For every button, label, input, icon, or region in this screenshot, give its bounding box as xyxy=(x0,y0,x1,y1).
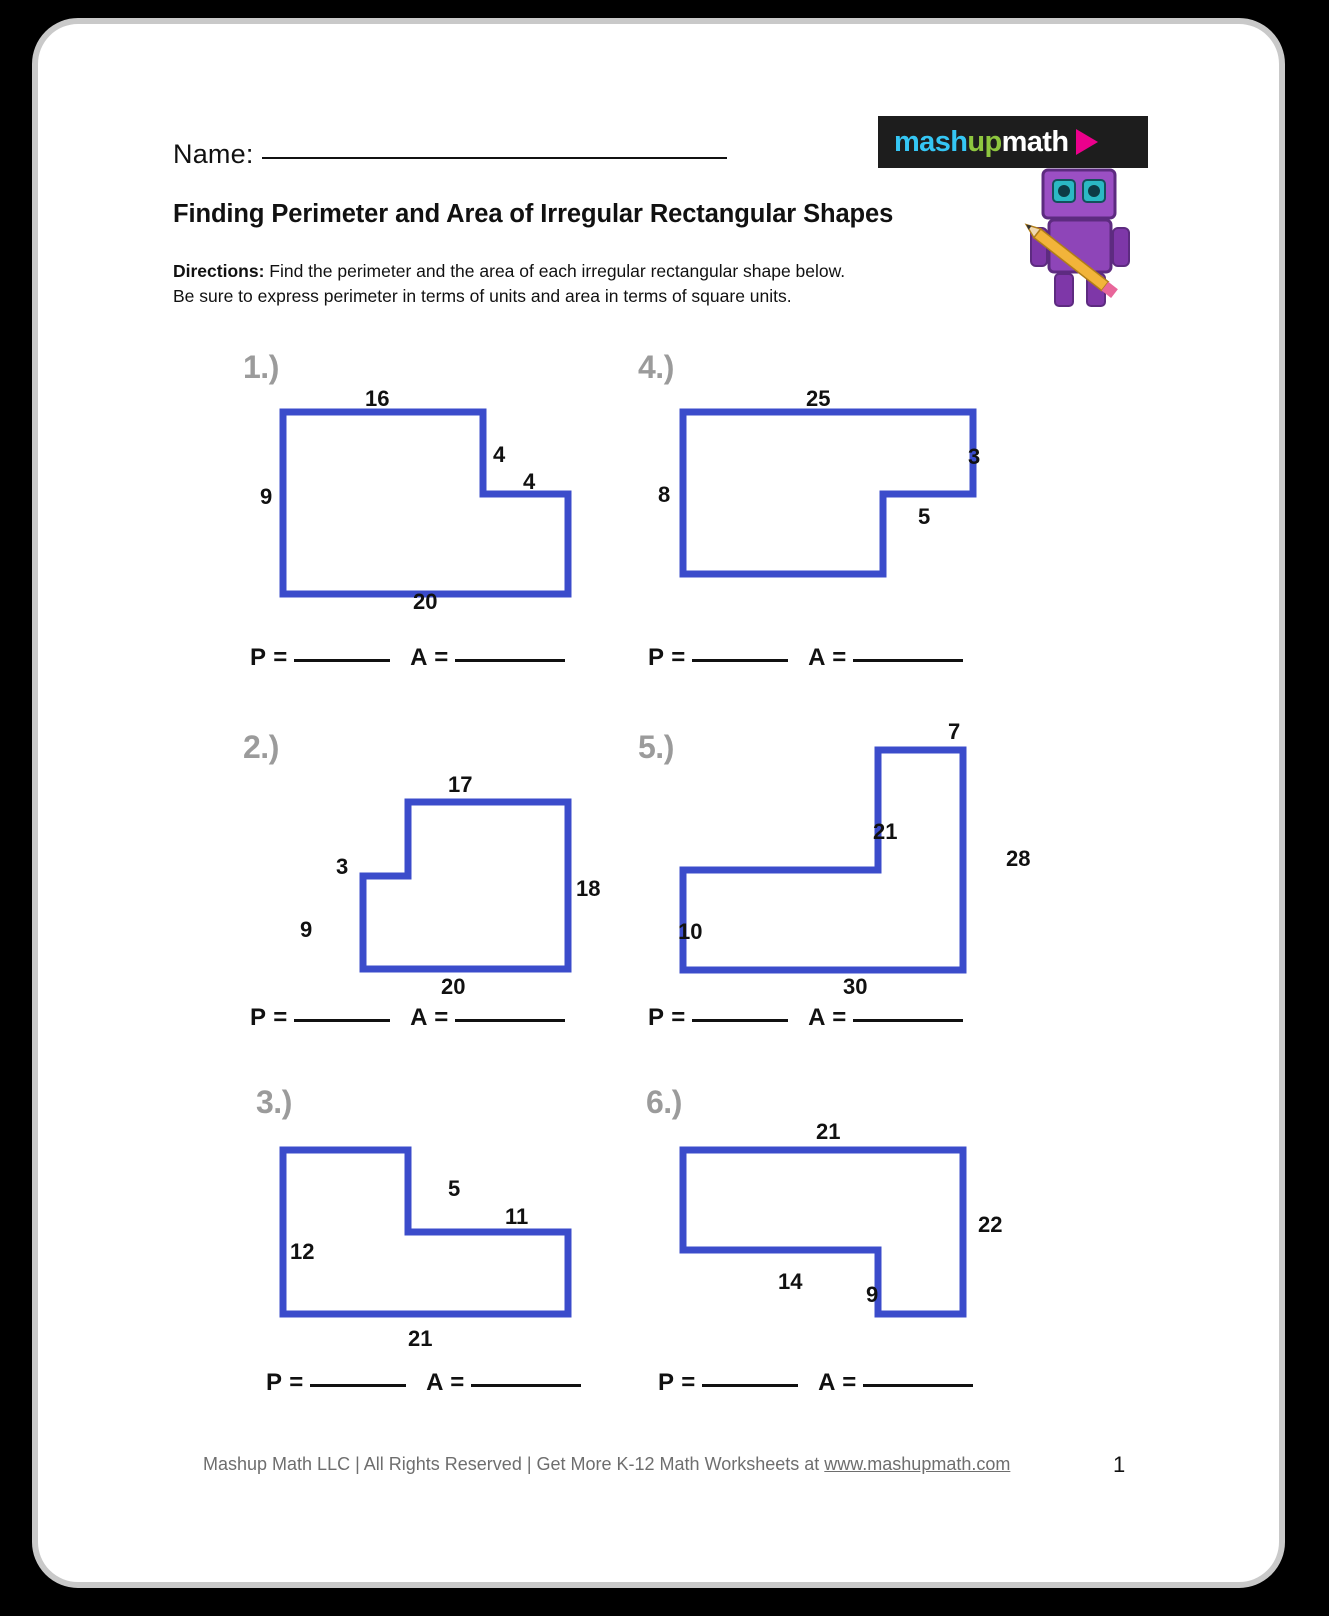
footer-link[interactable]: www.mashupmath.com xyxy=(824,1454,1011,1474)
shape-1-label-bottom: 20 xyxy=(413,589,438,614)
shape-6-label-top: 21 xyxy=(816,1119,841,1144)
p-blank-4[interactable] xyxy=(692,659,788,662)
shape-2-label-step: 3 xyxy=(336,854,349,879)
a-blank-6[interactable] xyxy=(863,1384,973,1387)
shape-4-label-left: 8 xyxy=(658,482,671,507)
shape-5-label-top: 7 xyxy=(948,719,961,744)
problem-number-6: 6.) xyxy=(646,1084,682,1120)
footer xyxy=(203,1454,1010,1475)
shape-3 xyxy=(278,1142,578,1332)
a-label-1: A = xyxy=(410,644,449,671)
footer-text: Mashup Math LLC | All Rights Reserved | Get More K-12 Math Worksheets at xyxy=(203,1454,825,1474)
shape-2-label-top: 17 xyxy=(448,772,473,797)
shape-3-label-left: 12 xyxy=(290,1239,315,1264)
shape-2-label-bottom: 20 xyxy=(441,974,466,999)
p-blank-3[interactable] xyxy=(310,1384,406,1387)
shape-1-label-top: 16 xyxy=(365,386,390,411)
directions-line-1: Find the perimeter and the area of each irregular rectangular shape below. xyxy=(264,261,846,281)
shape-3-label-step: 5 xyxy=(448,1176,461,1201)
a-label-2: A = xyxy=(410,1004,449,1031)
shape-4 xyxy=(678,404,988,594)
p-blank-1[interactable] xyxy=(294,659,390,662)
shape-1-label-left: 9 xyxy=(260,484,273,509)
problem-number-4: 4.) xyxy=(638,349,674,385)
a-blank-3[interactable] xyxy=(471,1384,581,1387)
directions xyxy=(173,259,933,310)
logo-part-math: math xyxy=(1001,125,1069,158)
p-blank-5[interactable] xyxy=(692,1019,788,1022)
shape-1-label-right-upper: 4 xyxy=(493,442,506,467)
mashupmath-logo xyxy=(878,116,1148,168)
page-number: 1 xyxy=(1113,1452,1126,1477)
shape-3-label-bottom: 21 xyxy=(408,1326,433,1351)
shape-5-label-right: 28 xyxy=(1006,846,1031,871)
shape-6-label-bottom: 14 xyxy=(778,1269,803,1294)
logo-part-up: up xyxy=(967,125,1002,158)
problem-number-2: 2.) xyxy=(243,729,279,765)
shape-2-label-left: 9 xyxy=(300,917,313,942)
shape-1-label-notch: 4 xyxy=(523,469,536,494)
logo-text xyxy=(894,126,1068,159)
name-field[interactable] xyxy=(173,139,727,170)
page-title: Finding Perimeter and Area of Irregular Rectangular Shapes xyxy=(173,200,894,228)
shape-5-label-inner-vertical: 21 xyxy=(873,819,898,844)
directions-line-2: Be sure to express perimeter in terms of units and area in terms of square units. xyxy=(173,286,792,307)
logo-part-mash: mash xyxy=(894,125,968,158)
answer-line-6[interactable] xyxy=(658,1369,979,1397)
shape-1 xyxy=(278,404,578,604)
play-triangle-icon xyxy=(1076,129,1098,155)
shape-4-label-right: 3 xyxy=(968,444,981,469)
answer-line-1[interactable] xyxy=(250,644,571,672)
a-blank-1[interactable] xyxy=(455,659,565,662)
p-label-2: P = xyxy=(250,1004,288,1031)
shape-6-label-notch: 9 xyxy=(866,1282,879,1307)
answer-line-5[interactable] xyxy=(648,1004,969,1032)
shape-4-label-notch: 5 xyxy=(918,504,931,529)
problem-number-5: 5.) xyxy=(638,729,674,765)
answer-line-3[interactable] xyxy=(266,1369,587,1397)
shape-6 xyxy=(678,1142,988,1332)
directions-label: Directions: xyxy=(173,261,265,281)
a-blank-4[interactable] xyxy=(853,659,963,662)
p-blank-6[interactable] xyxy=(702,1384,798,1387)
problem-number-1: 1.) xyxy=(243,349,279,385)
a-label-5: A = xyxy=(808,1004,847,1031)
a-blank-5[interactable] xyxy=(853,1019,963,1022)
shape-5-label-bottom: 30 xyxy=(843,974,868,999)
a-label-6: A = xyxy=(818,1369,857,1396)
p-label-6: P = xyxy=(658,1369,696,1396)
a-label-4: A = xyxy=(808,644,847,671)
p-label-4: P = xyxy=(648,644,686,671)
robot-mascot-icon xyxy=(1013,162,1148,317)
shape-5 xyxy=(678,742,988,984)
p-blank-2[interactable] xyxy=(294,1019,390,1022)
shape-6-label-right: 22 xyxy=(978,1212,1003,1237)
p-label-1: P = xyxy=(250,644,288,671)
p-label-3: P = xyxy=(266,1369,304,1396)
worksheet-page xyxy=(32,18,1285,1588)
answer-line-2[interactable] xyxy=(250,1004,571,1032)
a-label-3: A = xyxy=(426,1369,465,1396)
worksheet-sheet xyxy=(38,24,1279,1582)
answer-line-4[interactable] xyxy=(648,644,969,672)
shape-2-label-right: 18 xyxy=(576,876,601,901)
shape-5-label-left: 10 xyxy=(678,919,703,944)
a-blank-2[interactable] xyxy=(455,1019,565,1022)
shape-2 xyxy=(318,794,618,984)
shape-3-label-top-right: 11 xyxy=(505,1204,529,1229)
problem-number-3: 3.) xyxy=(256,1084,292,1120)
shape-4-label-top: 25 xyxy=(806,386,831,411)
name-blank[interactable] xyxy=(262,157,727,159)
name-label: Name: xyxy=(173,139,254,169)
p-label-5: P = xyxy=(648,1004,686,1031)
